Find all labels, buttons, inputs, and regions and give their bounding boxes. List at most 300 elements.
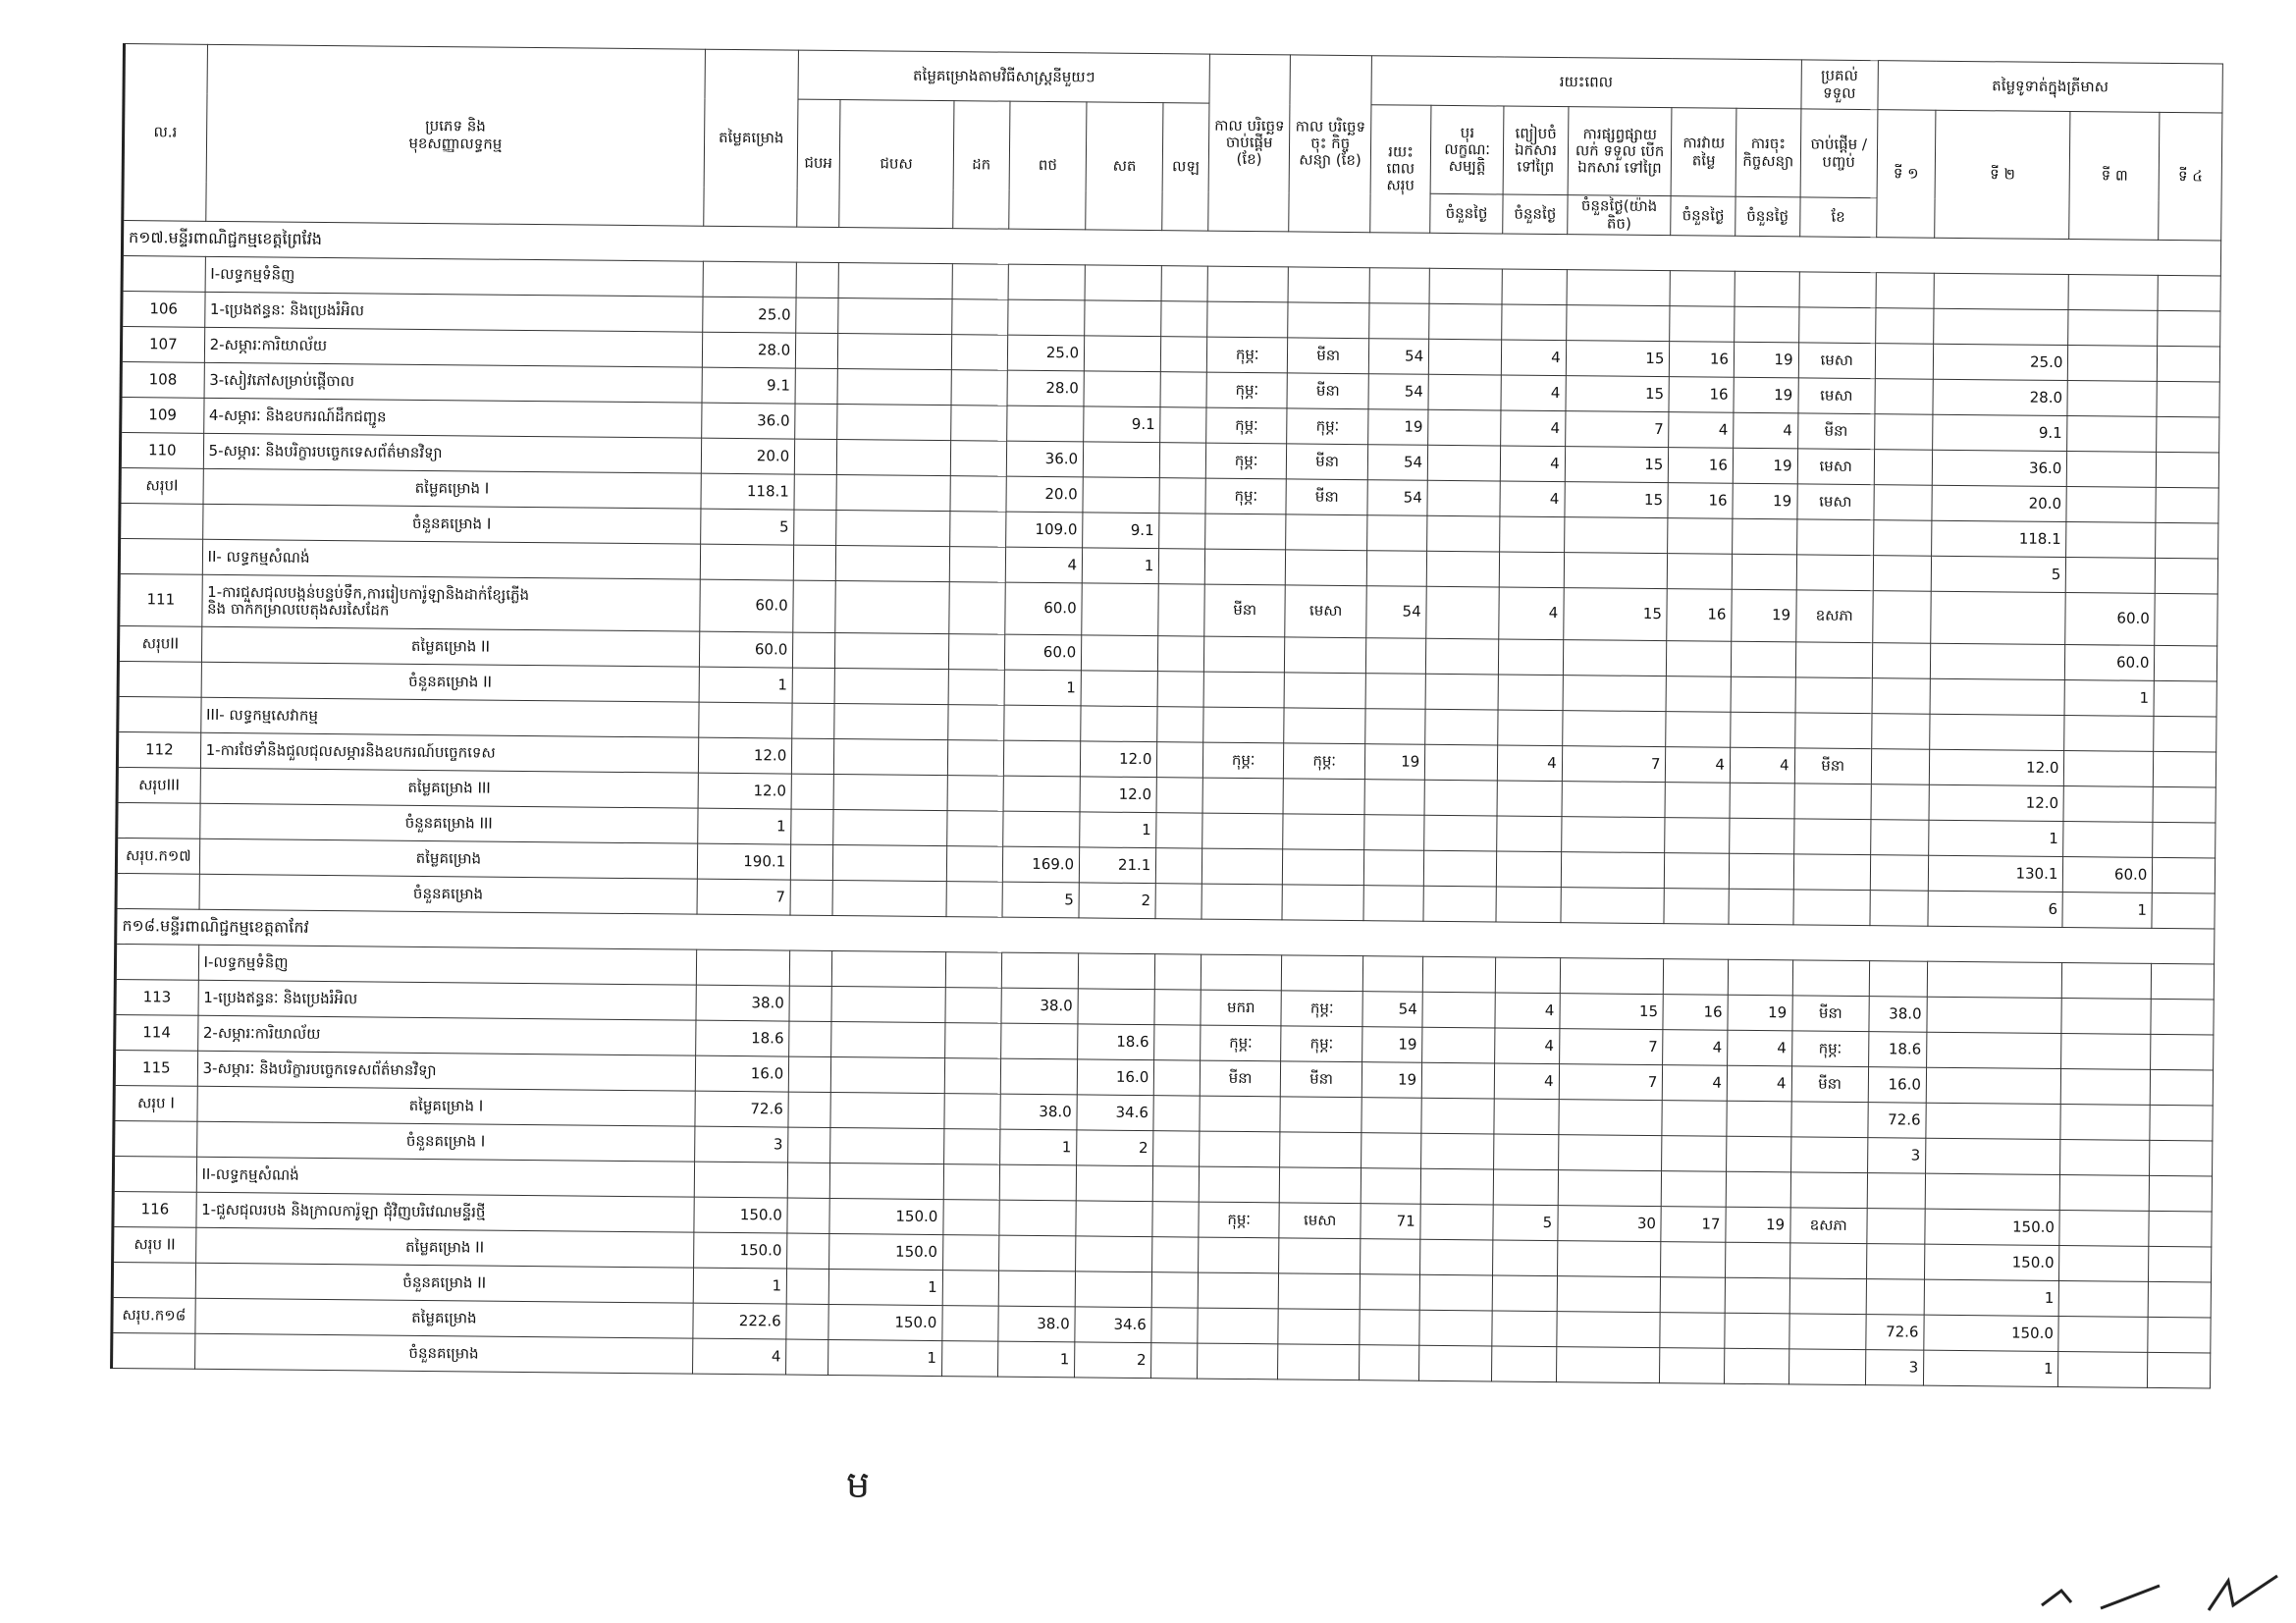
row-no bbox=[116, 873, 199, 909]
quarter-value bbox=[1926, 1138, 2061, 1174]
start-month bbox=[1197, 1343, 1278, 1380]
method-value bbox=[1157, 742, 1203, 778]
row-estimate: 190.1 bbox=[697, 843, 790, 880]
duration-value bbox=[1728, 959, 1792, 996]
contract-month bbox=[1278, 1309, 1360, 1345]
quarter-value: 3 bbox=[1865, 1350, 1924, 1386]
duration-value: 15 bbox=[1566, 376, 1670, 412]
row-name: តម្លៃគម្រោង bbox=[199, 839, 698, 879]
col-contract: កាល បរិច្ឆេទចុះ កិច្ច សន្យា (ខែ) bbox=[1289, 55, 1371, 233]
duration-value bbox=[1670, 306, 1735, 343]
duration-value bbox=[1420, 1204, 1493, 1240]
method-value bbox=[1156, 778, 1202, 813]
quarter-value bbox=[2059, 1211, 2149, 1247]
method-value: 2 bbox=[1075, 1342, 1152, 1379]
quarter-value bbox=[2058, 1316, 2148, 1352]
duration-value: 15 bbox=[1566, 341, 1670, 377]
method-value bbox=[952, 299, 1008, 336]
quarter-value bbox=[1934, 273, 2069, 309]
duration-value bbox=[1493, 1240, 1558, 1276]
quarter-value bbox=[2058, 1351, 2148, 1387]
row-name: 5-សម្ភារៈ និងបរិក្ខារបច្ចេកទេសព័ត៌មានវិទ្យា bbox=[203, 433, 702, 473]
method-value bbox=[792, 668, 834, 703]
quarter-value bbox=[2156, 558, 2218, 594]
duration-value bbox=[1421, 1062, 1494, 1099]
row-name: តម្លៃគម្រោង III bbox=[200, 768, 699, 808]
method-value bbox=[789, 986, 831, 1021]
method-value bbox=[1007, 406, 1085, 442]
quarter-value bbox=[2155, 645, 2217, 681]
method-value bbox=[1076, 1165, 1153, 1202]
method-value: 38.0 bbox=[1000, 1094, 1078, 1130]
duration-value bbox=[1727, 1101, 1791, 1137]
duration-value bbox=[1662, 1136, 1727, 1172]
quarter-value bbox=[1871, 784, 1930, 821]
receive-month: មីនា bbox=[1794, 748, 1872, 784]
start-month bbox=[1202, 813, 1284, 849]
method-value bbox=[1085, 265, 1162, 301]
duration-value bbox=[1499, 639, 1564, 676]
method-value: 9.1 bbox=[1084, 406, 1161, 443]
duration-value bbox=[1363, 886, 1424, 922]
start-month bbox=[1200, 1096, 1281, 1132]
duration-value bbox=[1363, 850, 1424, 887]
method-value: 20.0 bbox=[1006, 476, 1084, 513]
method-value bbox=[942, 1271, 998, 1307]
receive-month bbox=[1795, 642, 1873, 678]
duration-value: 7 bbox=[1565, 411, 1669, 448]
method-value bbox=[837, 334, 952, 370]
duration-value bbox=[1562, 711, 1666, 747]
method-value bbox=[1161, 301, 1207, 337]
contract-month bbox=[1279, 1238, 1361, 1274]
duration-value bbox=[1364, 815, 1425, 851]
quarter-value: 118.1 bbox=[1932, 520, 2067, 557]
method-value bbox=[1152, 1272, 1199, 1308]
quarter-value bbox=[2151, 1034, 2214, 1070]
receive-month: មេសា bbox=[1797, 484, 1875, 520]
duration-value: 54 bbox=[1367, 480, 1428, 516]
quarter-value bbox=[1931, 591, 2066, 644]
method-value bbox=[795, 404, 837, 439]
duration-value: 54 bbox=[1368, 339, 1429, 375]
duration-value: 19 bbox=[1364, 744, 1425, 781]
row-no: 110 bbox=[120, 432, 203, 468]
duration-value: 16 bbox=[1670, 342, 1735, 378]
duration-value: 71 bbox=[1361, 1204, 1421, 1240]
row-name: ចំនួនគម្រោង I bbox=[202, 504, 701, 544]
method-value bbox=[1008, 264, 1086, 300]
method-value bbox=[836, 405, 951, 441]
method-value bbox=[786, 1269, 828, 1304]
row-estimate bbox=[696, 949, 789, 986]
duration-value bbox=[1564, 517, 1668, 554]
method-value bbox=[1076, 1201, 1153, 1237]
receive-month bbox=[1793, 819, 1871, 855]
duration-value bbox=[1360, 1310, 1420, 1346]
method-value: 36.0 bbox=[1006, 441, 1084, 477]
method-value: 5 bbox=[1002, 882, 1080, 918]
duration-value: 4 bbox=[1501, 375, 1566, 411]
receive-month bbox=[1796, 519, 1874, 556]
quarter-value bbox=[1872, 678, 1931, 715]
contract-month bbox=[1288, 302, 1369, 339]
quarter-value bbox=[2062, 963, 2152, 1000]
duration-value bbox=[1360, 1274, 1420, 1311]
section-title: ក១៧.មន្ទីរពាណិជ្ជកម្មខេត្តព្រៃវែង bbox=[122, 221, 2220, 277]
subsection-title: III- លទ្ធកម្មសេវាកម្ម bbox=[200, 697, 699, 737]
col-name-line2: មុខសញ្ញាលទ្ធកម្ម bbox=[408, 134, 503, 153]
method-value: 12.0 bbox=[1081, 741, 1158, 778]
receive-month bbox=[1789, 1349, 1866, 1385]
duration-value bbox=[1725, 1277, 1789, 1314]
method-value bbox=[1083, 477, 1160, 514]
quarter-value bbox=[1872, 714, 1931, 750]
method-value bbox=[1153, 1096, 1200, 1131]
row-estimate: 150.0 bbox=[694, 1197, 787, 1233]
start-month: មករា bbox=[1201, 990, 1282, 1026]
contract-month bbox=[1283, 849, 1364, 886]
duration-value: 4 bbox=[1498, 745, 1563, 782]
duration-value bbox=[1726, 1242, 1790, 1278]
method-value bbox=[1084, 371, 1161, 407]
quarter-value bbox=[1870, 820, 1929, 856]
duration-value bbox=[1492, 1311, 1557, 1347]
table-header bbox=[123, 44, 2223, 242]
quarter-value: 72.6 bbox=[1868, 1103, 1927, 1139]
duration-value bbox=[1427, 480, 1500, 516]
method-value bbox=[1081, 671, 1158, 707]
method-value bbox=[795, 439, 837, 474]
duration-value: 4 bbox=[1727, 1065, 1791, 1102]
duration-value bbox=[1662, 1171, 1727, 1208]
duration-value bbox=[1420, 1168, 1493, 1205]
row-name: ចំនួនគម្រោង bbox=[194, 1333, 693, 1374]
contract-month bbox=[1278, 1344, 1360, 1380]
quarter-value bbox=[2150, 1175, 2213, 1212]
duration-value: 4 bbox=[1495, 993, 1560, 1029]
method-value bbox=[944, 1023, 1000, 1059]
method-value bbox=[1160, 372, 1206, 407]
duration-value bbox=[1419, 1310, 1492, 1346]
quarter-value: 60.0 bbox=[2063, 857, 2153, 893]
method-value bbox=[829, 1092, 944, 1128]
method-value bbox=[791, 809, 833, 844]
method-value bbox=[1084, 336, 1161, 372]
method-value bbox=[829, 1163, 944, 1199]
quarter-value bbox=[2158, 310, 2220, 347]
quarter-value bbox=[2149, 1211, 2212, 1247]
method-value bbox=[794, 474, 836, 510]
quarter-value bbox=[2151, 1069, 2214, 1106]
quarter-value bbox=[1930, 678, 2065, 715]
row-no bbox=[114, 1120, 197, 1157]
start-month bbox=[1200, 1131, 1281, 1167]
duration-value bbox=[1666, 712, 1731, 748]
duration-value bbox=[1665, 853, 1730, 890]
quarter-value: 12.0 bbox=[1929, 784, 2064, 821]
duration-value bbox=[1422, 1027, 1495, 1063]
quarter-value bbox=[1926, 1067, 2061, 1104]
duration-value: 54 bbox=[1362, 992, 1423, 1028]
row-no bbox=[119, 538, 202, 574]
row-no: 106 bbox=[122, 292, 205, 328]
method-value bbox=[943, 1129, 999, 1165]
quarter-value bbox=[1875, 344, 1934, 380]
duration-value bbox=[1428, 409, 1501, 446]
duration-value: 54 bbox=[1367, 445, 1428, 481]
quarter-value: 1 bbox=[1924, 1279, 2059, 1316]
duration-value: 19 bbox=[1732, 589, 1796, 642]
duration-value bbox=[1566, 305, 1670, 342]
duration-value bbox=[1732, 554, 1796, 590]
method-value bbox=[786, 1339, 828, 1375]
method-value bbox=[1153, 1131, 1200, 1166]
quarter-value bbox=[2061, 999, 2151, 1035]
duration-value bbox=[1359, 1345, 1419, 1381]
contract-month: មីនា bbox=[1281, 1061, 1362, 1098]
method-value bbox=[1082, 635, 1159, 672]
duration-value bbox=[1563, 640, 1667, 676]
quarter-value bbox=[2158, 346, 2220, 382]
method-col-2: ដក bbox=[953, 101, 1010, 230]
duration-value bbox=[1497, 781, 1562, 817]
start-month bbox=[1198, 1308, 1279, 1344]
duration-value bbox=[1426, 551, 1499, 587]
duration-value bbox=[1364, 780, 1425, 816]
start-month bbox=[1204, 549, 1286, 585]
start-month bbox=[1201, 848, 1283, 885]
method-value bbox=[945, 952, 1001, 989]
method-value bbox=[793, 580, 835, 632]
contract-month bbox=[1283, 779, 1364, 815]
duration-value bbox=[1670, 271, 1735, 307]
quarter-value: 72.6 bbox=[1866, 1315, 1925, 1351]
duration-value bbox=[1668, 554, 1733, 590]
row-no: 108 bbox=[121, 361, 204, 398]
start-month: កុម្ភៈ bbox=[1206, 337, 1288, 373]
duration-value bbox=[1419, 1274, 1492, 1311]
start-month: កុម្ភៈ bbox=[1199, 1202, 1280, 1238]
method-value bbox=[835, 474, 950, 511]
quarter-value bbox=[2067, 416, 2157, 453]
method-value: 150.0 bbox=[828, 1198, 943, 1234]
quarter-value bbox=[2157, 381, 2219, 417]
contract-month: មីនា bbox=[1286, 479, 1367, 515]
method-value bbox=[941, 1341, 997, 1378]
duration-value bbox=[1727, 1136, 1791, 1172]
receive-month: មេសា bbox=[1797, 449, 1875, 485]
quarter-value bbox=[1873, 556, 1932, 592]
quarter-value bbox=[1925, 1173, 2060, 1210]
receive-month bbox=[1789, 1314, 1866, 1350]
duration-value bbox=[1361, 1133, 1421, 1169]
method-value: 38.0 bbox=[1001, 988, 1079, 1024]
start-month bbox=[1203, 672, 1285, 708]
row-estimate: 28.0 bbox=[702, 332, 795, 368]
row-name: 2-សម្ភារៈការិយាល័យ bbox=[197, 1015, 696, 1055]
quarter-value bbox=[2064, 716, 2154, 752]
method-value bbox=[1159, 514, 1205, 549]
method-value bbox=[1151, 1308, 1198, 1343]
duration-value bbox=[1365, 709, 1426, 745]
row-no: សរុប.ក១៧ bbox=[116, 838, 199, 874]
receive-month bbox=[1794, 784, 1872, 820]
quarter-value bbox=[2068, 275, 2158, 311]
duration-value bbox=[1729, 889, 1793, 925]
method-value bbox=[1154, 990, 1201, 1025]
duration-value: 15 bbox=[1565, 447, 1669, 483]
duration-value: 19 bbox=[1362, 1062, 1422, 1099]
method-value bbox=[999, 1164, 1077, 1201]
row-no: សរុប I bbox=[114, 1085, 197, 1121]
row-name: 4-សម្ភារៈ និងឧបករណ៍ដឹកជញ្ជូន bbox=[203, 398, 702, 438]
method-value bbox=[1151, 1343, 1198, 1379]
method-value: 9.1 bbox=[1083, 513, 1160, 549]
duration-value bbox=[1557, 1312, 1661, 1348]
method-value bbox=[946, 846, 1002, 883]
quarter-value: 25.0 bbox=[1933, 344, 2068, 380]
row-estimate bbox=[703, 261, 796, 298]
duration-value: 19 bbox=[1733, 483, 1797, 519]
duration-value bbox=[1429, 303, 1502, 340]
method-value: 25.0 bbox=[1007, 335, 1085, 371]
row-estimate: 60.0 bbox=[700, 579, 794, 632]
duration-value bbox=[1425, 709, 1498, 745]
row-name: 3-សៀវភៅសម្រាប់ផ្តើចាល bbox=[204, 362, 703, 403]
row-no bbox=[115, 944, 198, 980]
duration-value bbox=[1661, 1242, 1726, 1278]
duration-value bbox=[1667, 641, 1732, 677]
method-value bbox=[1157, 707, 1203, 742]
col-group-receive: ប្រគល់ទទួល bbox=[1801, 60, 1879, 110]
row-name: ចំនួនគម្រោង III bbox=[199, 803, 698, 843]
dur-unit-5: ចំនួនថ្ងៃ bbox=[1735, 196, 1800, 237]
duration-value bbox=[1420, 1239, 1493, 1275]
duration-value: 7 bbox=[1559, 1064, 1663, 1101]
method-value bbox=[794, 510, 836, 545]
method-value bbox=[1158, 584, 1204, 636]
method-value bbox=[833, 774, 948, 810]
procurement-table bbox=[110, 43, 2223, 1388]
duration-value: 4 bbox=[1663, 1065, 1728, 1102]
method-value bbox=[947, 740, 1003, 777]
quarter-value bbox=[2060, 1105, 2150, 1141]
method-value bbox=[998, 1235, 1076, 1271]
contract-month bbox=[1285, 637, 1366, 674]
method-value bbox=[1155, 954, 1201, 990]
row-estimate: 60.0 bbox=[700, 631, 793, 668]
duration-value bbox=[1494, 1134, 1559, 1170]
receive-month bbox=[1794, 713, 1872, 749]
row-name: 1-ប្រេងឥន្ធនៈ និងប្រេងរំអិល bbox=[204, 292, 703, 332]
row-estimate: 7 bbox=[697, 879, 790, 915]
quarter-value bbox=[2063, 822, 2153, 858]
duration-value: 16 bbox=[1667, 589, 1732, 642]
quarter-value bbox=[1930, 714, 2065, 750]
quarter-value: 3 bbox=[1867, 1138, 1926, 1174]
method-value bbox=[796, 298, 838, 333]
method-value bbox=[833, 738, 948, 775]
method-col-1: ជបស bbox=[838, 100, 954, 229]
method-value: 1 bbox=[828, 1269, 943, 1305]
col-no: ល.រ bbox=[123, 44, 207, 222]
method-value: 18.6 bbox=[1078, 1024, 1155, 1060]
start-month: កុម្ភៈ bbox=[1202, 742, 1284, 779]
method-value: 150.0 bbox=[828, 1304, 942, 1340]
receive-month: ឧសភា bbox=[1795, 590, 1873, 643]
contract-month: មេសា bbox=[1285, 585, 1366, 638]
quarter-value: 60.0 bbox=[2065, 593, 2155, 646]
duration-value: 15 bbox=[1565, 482, 1669, 518]
duration-value: 7 bbox=[1559, 1029, 1663, 1065]
contract-month bbox=[1280, 1132, 1362, 1168]
row-estimate: 9.1 bbox=[702, 367, 795, 404]
col-estimate: តម្លៃគម្រោង bbox=[704, 49, 799, 227]
contract-month: កុម្ភៈ bbox=[1281, 991, 1362, 1027]
receive-month: កុម្ភៈ bbox=[1791, 1031, 1869, 1067]
row-estimate: 25.0 bbox=[703, 297, 796, 333]
method-value bbox=[950, 476, 1006, 513]
quarter-col-3: ទី ៣ bbox=[2069, 112, 2160, 241]
row-name-line2: និង ចាក់កម្រាលបេតុងសរសៃដែក bbox=[206, 599, 390, 620]
method-value bbox=[838, 263, 953, 299]
quarter-value bbox=[2060, 1140, 2150, 1176]
duration-value bbox=[1502, 304, 1567, 341]
method-value: 12.0 bbox=[1080, 777, 1157, 813]
receive-month bbox=[1798, 307, 1876, 344]
receive-month: មីនា bbox=[1792, 996, 1870, 1032]
duration-value bbox=[1724, 1348, 1789, 1384]
method-value bbox=[1085, 300, 1162, 337]
row-estimate: 12.0 bbox=[698, 773, 791, 809]
duration-value bbox=[1361, 1168, 1421, 1205]
row-name: ចំនួនគម្រោង bbox=[199, 874, 698, 914]
duration-value: 16 bbox=[1669, 377, 1734, 413]
duration-value bbox=[1560, 958, 1664, 995]
row-estimate: 1 bbox=[698, 808, 791, 844]
quarter-value bbox=[1873, 591, 1932, 644]
receive-month bbox=[1795, 677, 1873, 714]
subsection-title: II- លទ្ធកម្មសំណង់ bbox=[202, 539, 701, 579]
duration-value: 19 bbox=[1734, 377, 1798, 413]
start-month bbox=[1205, 514, 1287, 550]
method-value bbox=[830, 986, 945, 1022]
method-value bbox=[791, 844, 833, 880]
duration-value: 54 bbox=[1366, 586, 1427, 639]
duration-value: 16 bbox=[1669, 448, 1734, 484]
duration-value bbox=[1360, 1239, 1420, 1275]
duration-value: 4 bbox=[1495, 1028, 1560, 1064]
duration-value bbox=[1422, 956, 1495, 993]
quarter-value: 150.0 bbox=[1925, 1209, 2060, 1245]
method-value bbox=[948, 670, 1004, 706]
quarter-value bbox=[2064, 751, 2154, 787]
method-value bbox=[1082, 583, 1159, 636]
method-value bbox=[787, 1198, 829, 1233]
quarter-value: 1 bbox=[2062, 893, 2152, 929]
contract-month: មីនា bbox=[1287, 444, 1368, 480]
duration-value bbox=[1502, 269, 1567, 305]
duration-value bbox=[1497, 816, 1562, 852]
method-col-5: លឡ bbox=[1162, 103, 1209, 231]
quarter-value: 36.0 bbox=[1932, 450, 2067, 486]
contract-month bbox=[1280, 1097, 1362, 1133]
method-value bbox=[833, 703, 948, 739]
duration-value bbox=[1424, 815, 1497, 851]
method-value bbox=[835, 545, 950, 581]
receive-month: ឧសភា bbox=[1789, 1208, 1867, 1244]
